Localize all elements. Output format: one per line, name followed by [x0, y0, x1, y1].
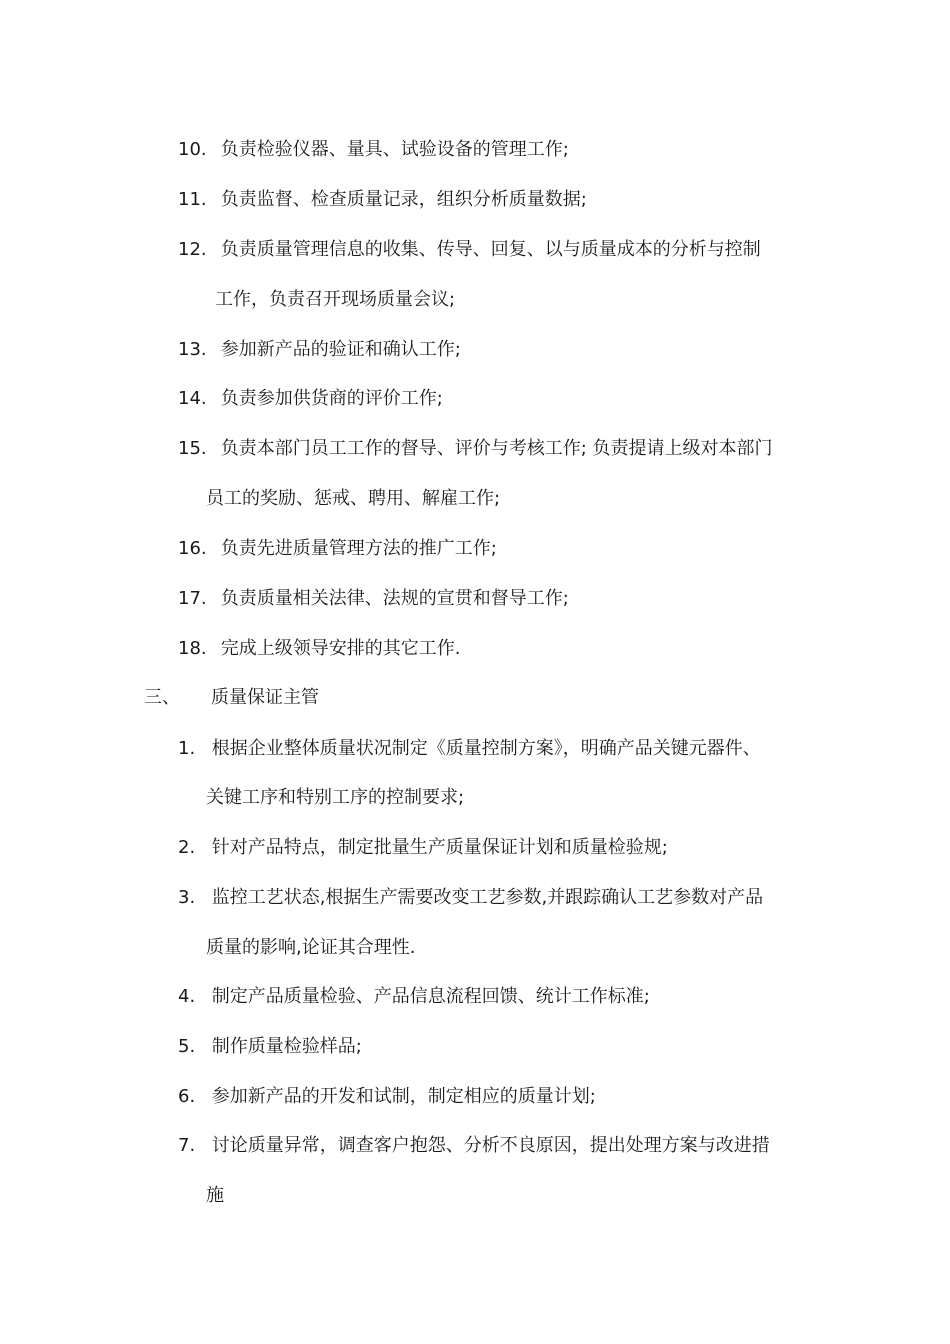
item-number: 14.: [178, 388, 207, 409]
item-number: 5.: [178, 1036, 196, 1057]
list-item-continuation: 工作，负责召开现场质量会议;: [215, 289, 456, 310]
item-number: 16.: [178, 538, 207, 559]
item-text: 负责检验仪器、量具、试验设备的管理工作;: [220, 139, 569, 160]
item-number: 18.: [178, 638, 207, 659]
item-number: 7.: [178, 1135, 196, 1156]
item-number: 10.: [178, 139, 207, 160]
list-item: [178, 238, 761, 262]
item-text: 制作质量检验样品;: [211, 1036, 362, 1057]
item-text: 参加新产品的开发和试制，制定相应的质量计划;: [211, 1086, 596, 1107]
item-number: 13.: [178, 339, 207, 360]
item-number: 11.: [178, 189, 207, 210]
list-item: [178, 836, 668, 860]
item-text: 讨论质量异常，调查客户抱怨、分析不良原因，提出处理方案与改进措: [211, 1135, 770, 1156]
list-item: [178, 387, 443, 411]
list-item: [178, 537, 497, 561]
item-text: 负责监督、检查质量记录，组织分析质量数据;: [220, 189, 587, 210]
section-title: 质量保证主管: [211, 687, 319, 708]
list-item-continuation: 关键工序和特别工序的控制要求;: [206, 787, 465, 808]
item-text: 负责参加供货商的评价工作;: [220, 388, 443, 409]
item-number: 1.: [178, 738, 196, 759]
item-text: 负责先进质量管理方法的推广工作;: [220, 538, 497, 559]
list-item: [178, 737, 761, 761]
list-item: [178, 138, 569, 162]
list-item: [178, 587, 569, 611]
item-text: 制定产品质量检验、产品信息流程回馈、统计工作标准;: [211, 986, 650, 1007]
list-item-continuation: 质量的影响,论证其合理性.: [206, 937, 416, 958]
list-item-continuation: 员工的奖励、惩戒、聘用、解雇工作;: [206, 488, 501, 509]
list-item: [178, 985, 650, 1009]
item-number: 2.: [178, 837, 196, 858]
list-item: [178, 637, 460, 661]
item-text: 负责质量管理信息的收集、传导、回复、以与质量成本的分析与控制: [220, 239, 761, 260]
list-item: [178, 338, 461, 362]
item-text: 参加新产品的验证和确认工作;: [220, 339, 461, 360]
list-item: [178, 1085, 596, 1109]
list-item: [178, 886, 763, 910]
item-number: 12.: [178, 239, 207, 260]
list-item: [178, 188, 587, 212]
list-item: [178, 437, 773, 461]
item-number: 3.: [178, 887, 196, 908]
list-item: [178, 1035, 362, 1059]
item-text: 监控工艺状态,根据生产需要改变工艺参数,并跟踪确认工艺参数对产品: [211, 887, 764, 908]
list-item-continuation: 施: [206, 1185, 224, 1206]
item-number: 15.: [178, 438, 207, 459]
item-text: 根据企业整体质量状况制定《质量控制方案》，明确产品关键元器件、: [211, 738, 761, 759]
section-number: 三、: [144, 687, 180, 708]
item-number: 6.: [178, 1086, 196, 1107]
item-text: 完成上级领导安排的其它工作.: [220, 638, 461, 659]
item-text: 负责质量相关法律、法规的宣贯和督导工作;: [220, 588, 569, 609]
item-number: 4.: [178, 986, 196, 1007]
item-text: 针对产品特点，制定批量生产质量保证计划和质量检验规;: [211, 837, 668, 858]
list-item: [178, 1134, 770, 1158]
item-text: 负责本部门员工工作的督导、评价与考核工作; 负责提请上级对本部门: [220, 438, 773, 459]
item-number: 17.: [178, 588, 207, 609]
